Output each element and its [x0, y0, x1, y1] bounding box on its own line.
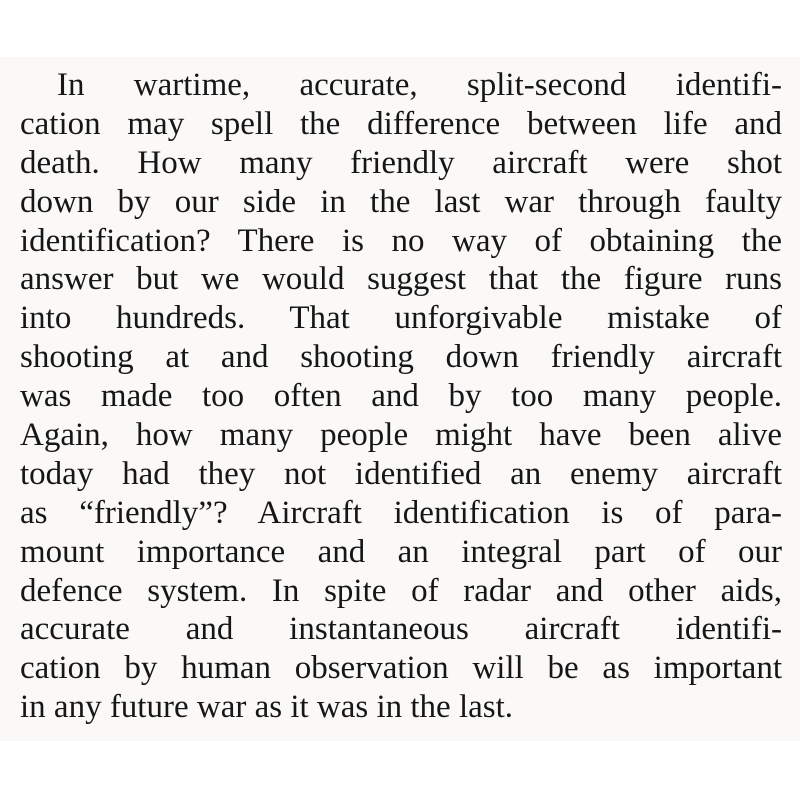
paragraph-line: identification? There is no way of obtaining the [20, 222, 782, 259]
paragraph-line: In wartime, accurate, split-second identifi- [57, 67, 782, 103]
body-paragraph [20, 66, 782, 727]
paragraph-line: mount importance and an integral part of our [20, 533, 782, 570]
paragraph-line: cation may spell the difference between life and [20, 105, 782, 142]
paragraph-line: death. How many friendly aircraft were shot [20, 144, 782, 181]
paragraph-line: today had they not identified an enemy aircraft [20, 455, 782, 492]
paragraph-line: in any future war as it was in the last. [20, 689, 514, 726]
paragraph-line: answer but we would suggest that the figure runs [20, 261, 782, 298]
paragraph-line: down by our side in the last war through faulty [20, 183, 782, 220]
paragraph-line: cation by human observation will be as important [20, 650, 782, 687]
paragraph-line: was made too often and by too many people. [20, 378, 782, 415]
paragraph-line: shooting at and shooting down friendly aircraft [20, 339, 782, 376]
paragraph-line: accurate and instantaneous aircraft identifi- [20, 611, 782, 648]
paragraph-line: defence system. In spite of radar and other aids, [20, 572, 782, 609]
paragraph-line: into hundreds. That unforgivable mistake of [20, 300, 782, 337]
paragraph-line: Again, how many people might have been alive [20, 417, 782, 454]
paragraph-line: as “friendly”? Aircraft identification is of para- [20, 494, 782, 531]
